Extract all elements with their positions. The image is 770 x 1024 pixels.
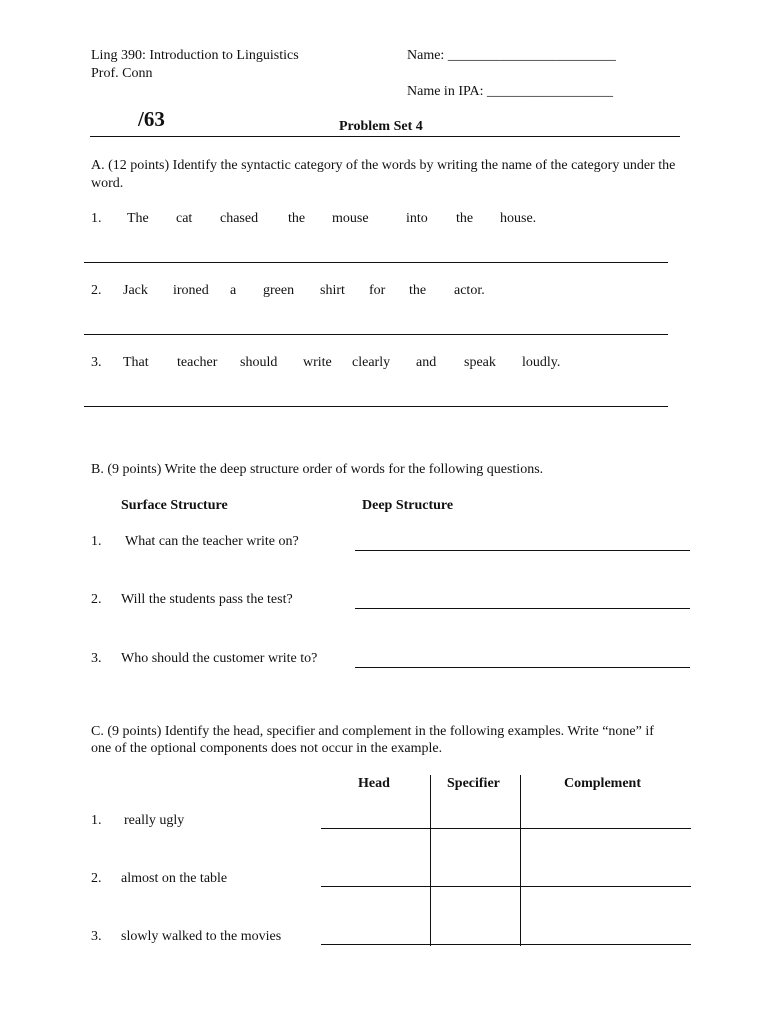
professor-name: Prof. Conn [91,66,153,81]
section-b-instructions: B. (9 points) Write the deep structure order of words for the following questions. [91,462,544,477]
table-row-line[interactable] [321,828,691,829]
sentence-word: a [230,283,237,298]
complement-column-header: Complement [564,776,641,791]
sentence-word: and [416,355,437,370]
answer-line-3[interactable] [84,406,668,407]
ipa-name-field-label: Name in IPA: __________________ [407,84,613,99]
sentence-word: teacher [177,355,218,370]
item-number: 1. [91,813,102,828]
sentence-word: The [127,211,149,226]
sentence-number: 3. [91,355,102,370]
surface-question: Who should the customer write to? [121,651,318,666]
phrase-item: really ugly [124,813,185,828]
sentence-word: the [288,211,306,226]
table-row-line[interactable] [321,944,691,945]
section-a-instructions: A. (12 points) Identify the syntactic category of the words by writing the name of the category under the word. [91,158,676,191]
answer-line-2[interactable] [84,334,668,335]
question-number: 1. [91,534,102,549]
answer-line-1[interactable] [84,262,668,263]
deep-structure-answer-line[interactable] [355,608,690,609]
sentence-word: shirt [320,283,345,298]
head-column-header: Head [358,776,390,791]
sentence-word: green [263,283,295,298]
question-number: 3. [91,651,102,666]
phrase-item: almost on the table [121,871,228,886]
sentence-word: ironed [173,283,209,298]
name-field-label: Name: ________________________ [407,48,616,63]
item-number: 2. [91,871,102,886]
table-divider [520,775,521,946]
sentence-word: should [240,355,278,370]
header-divider [90,136,680,137]
sentence-number: 1. [91,211,102,226]
sentence-word: That [123,355,149,370]
phrase-item: slowly walked to the movies [121,929,282,944]
sentence-word: house. [500,211,537,226]
total-score: /63 [138,107,165,131]
specifier-column-header: Specifier [447,776,500,791]
table-divider [430,775,431,946]
sentence-word: loudly. [522,355,561,370]
deep-structure-header: Deep Structure [362,498,454,513]
page-title: Problem Set 4 [339,119,423,134]
sentence-word: the [409,283,427,298]
sentence-word: into [406,211,428,226]
surface-question: Will the students pass the test? [121,592,293,607]
item-number: 3. [91,929,102,944]
surface-structure-header: Surface Structure [121,498,228,513]
sentence-word: actor. [454,283,485,298]
table-row-line[interactable] [321,886,691,887]
course-title: Ling 390: Introduction to Linguistics [91,48,299,63]
deep-structure-answer-line[interactable] [355,550,690,551]
section-c-instructions: C. (9 points) Identify the head, specifier and complement in the following examples. Write “none” if one of the optional components does not occur in the example. [91,724,654,756]
sentence-word: write [303,355,332,370]
question-number: 2. [91,592,102,607]
sentence-word: cat [176,211,193,226]
sentence-word: the [456,211,474,226]
deep-structure-answer-line[interactable] [355,667,690,668]
surface-question: What can the teacher write on? [125,534,299,549]
sentence-word: clearly [352,355,391,370]
sentence-number: 2. [91,283,102,298]
sentence-word: for [369,283,386,298]
sentence-word: Jack [123,283,148,298]
sentence-word: mouse [332,211,369,226]
sentence-word: speak [464,355,496,370]
sentence-word: chased [220,211,259,226]
